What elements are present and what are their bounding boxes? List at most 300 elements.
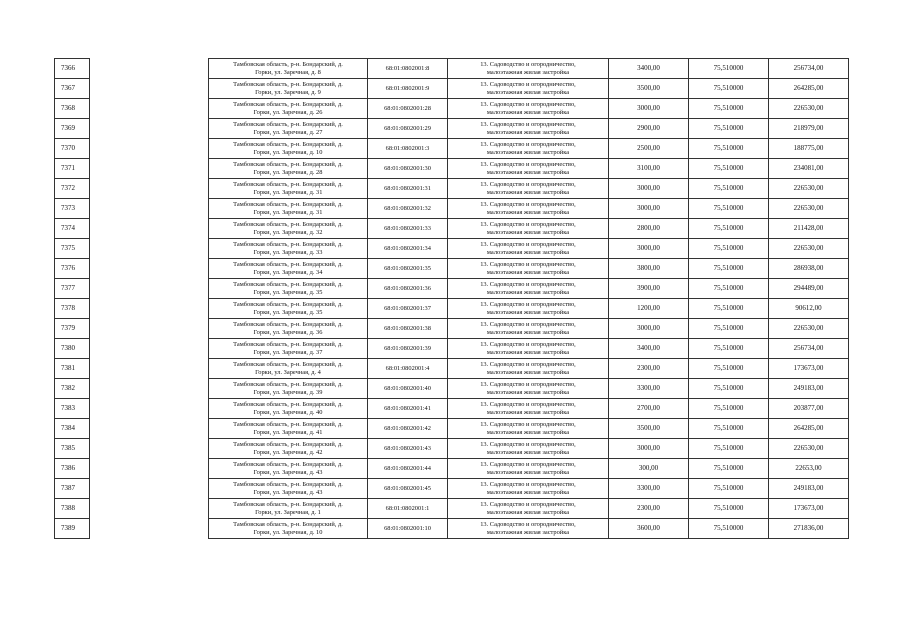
address-cell	[209, 159, 368, 179]
address-cell-text: Тамбовская область, р-н. Бондарский, д.	[233, 201, 343, 209]
address-cell-text: Тамбовская область, р-н. Бондарский, д.	[233, 421, 343, 429]
cadastral-number-cell	[368, 379, 448, 399]
area-cell	[609, 399, 689, 419]
blank-cell	[90, 459, 209, 479]
address-cell	[209, 299, 368, 319]
cadastral-value-cell-text: 203877,00	[793, 403, 824, 412]
address-cell-text: Тамбовская область, р-н. Бондарский, д.	[233, 281, 343, 289]
rate-cell-text: 75,510000	[713, 243, 744, 252]
address-cell	[209, 99, 368, 119]
cadastral-value-cell	[769, 59, 849, 79]
land-use-cell-text: 13. Садоводство и огородничество,	[480, 261, 576, 269]
address-cell-text: Тамбовская область, р-н. Бондарский, д.	[233, 341, 343, 349]
address-cell-text: Тамбовская область, р-н. Бондарский, д.	[233, 161, 343, 169]
blank-cell	[90, 79, 209, 99]
land-use-cell-text: 13. Садоводство и огородничество,	[480, 241, 576, 249]
cadastral-value-cell-text: 234081,00	[793, 163, 824, 172]
cadastral-number-cell	[368, 519, 448, 539]
address-cell-text: Тамбовская область, р-н. Бондарский, д.	[233, 401, 343, 409]
rate-cell-text: 75,510000	[713, 163, 744, 172]
table-row	[55, 259, 849, 279]
area-cell-text: 2500,00	[637, 143, 660, 152]
land-use-cell	[448, 419, 609, 439]
table-row	[55, 459, 849, 479]
rate-cell-text: 75,510000	[713, 223, 744, 232]
row-number-cell	[55, 59, 90, 79]
rate-cell	[689, 299, 769, 319]
blank-cell	[90, 59, 209, 79]
address-cell-text: Тамбовская область, р-н. Бондарский, д.	[233, 61, 343, 69]
address-cell-text: Горки, ул. Заречная, д. 8	[255, 68, 321, 76]
land-use-cell	[448, 439, 609, 459]
land-use-cell-text: малоэтажная жилая застройка	[486, 268, 570, 276]
land-use-cell-text: малоэтажная жилая застройка	[486, 88, 570, 96]
area-cell-text: 2300,00	[637, 503, 660, 512]
address-cell-text: Горки, ул. Заречная, д. 10	[253, 528, 323, 536]
table-row	[55, 439, 849, 459]
cadastral-number-cell	[368, 239, 448, 259]
cadastral-number-cell	[368, 439, 448, 459]
address-cell	[209, 59, 368, 79]
area-cell-text: 3100,00	[637, 163, 660, 172]
blank-cell	[90, 499, 209, 519]
rate-cell-text: 75,510000	[713, 183, 744, 192]
cadastral-value-cell	[769, 339, 849, 359]
row-number-cell	[55, 259, 90, 279]
land-use-cell	[448, 299, 609, 319]
table-row	[55, 219, 849, 239]
row-number-cell-text: 7385	[61, 443, 75, 452]
address-cell-text: Тамбовская область, р-н. Бондарский, д.	[233, 361, 343, 369]
land-use-cell	[448, 239, 609, 259]
cadastral-number-cell-text: 68:01:0802001:1	[385, 504, 430, 512]
row-number-cell-text: 7383	[61, 403, 75, 412]
cadastral-value-cell	[769, 379, 849, 399]
land-use-cell	[448, 319, 609, 339]
land-use-cell-text: 13. Садоводство и огородничество,	[480, 521, 576, 529]
area-cell	[609, 519, 689, 539]
land-use-cell	[448, 259, 609, 279]
address-cell-text: Горки, ул. Заречная, д. 4	[255, 368, 321, 376]
area-cell	[609, 339, 689, 359]
land-use-cell	[448, 159, 609, 179]
address-cell-text: Тамбовская область, р-н. Бондарский, д.	[233, 141, 343, 149]
address-cell-text: Горки, ул. Заречная, д. 37	[253, 348, 323, 356]
area-cell-text: 3000,00	[637, 243, 660, 252]
area-cell-text: 3400,00	[637, 63, 660, 72]
cadastral-value-cell-text: 226530,00	[793, 243, 824, 252]
blank-cell	[90, 159, 209, 179]
land-use-cell-text: 13. Садоводство и огородничество,	[480, 461, 576, 469]
area-cell	[609, 479, 689, 499]
cadastral-number-cell	[368, 279, 448, 299]
address-cell	[209, 419, 368, 439]
rate-cell-text: 75,510000	[713, 383, 744, 392]
row-number-cell-text: 7369	[61, 123, 75, 132]
address-cell-text: Горки, ул. Заречная, д. 33	[253, 248, 323, 256]
rate-cell	[689, 199, 769, 219]
cadastral-number-cell	[368, 459, 448, 479]
land-use-cell-text: 13. Садоводство и огородничество,	[480, 301, 576, 309]
address-cell	[209, 479, 368, 499]
land-use-cell-text: малоэтажная жилая застройка	[486, 108, 570, 116]
cadastral-value-cell	[769, 139, 849, 159]
cadastral-value-cell	[769, 259, 849, 279]
address-cell-text: Горки, ул. Заречная, д. 34	[253, 268, 323, 276]
address-cell-text: Тамбовская область, р-н. Бондарский, д.	[233, 101, 343, 109]
cadastral-value-cell-text: 173673,00	[793, 503, 824, 512]
land-use-cell	[448, 399, 609, 419]
address-cell-text: Горки, ул. Заречная, д. 28	[253, 168, 323, 176]
row-number-cell	[55, 179, 90, 199]
area-cell-text: 3300,00	[637, 483, 660, 492]
cadastral-number-cell-text: 68:01:0802001:8	[385, 64, 430, 72]
address-cell	[209, 359, 368, 379]
land-use-cell	[448, 379, 609, 399]
table-row	[55, 359, 849, 379]
area-cell	[609, 499, 689, 519]
land-use-cell	[448, 519, 609, 539]
cadastral-value-cell-text: 264285,00	[793, 83, 824, 92]
rate-cell-text: 75,510000	[713, 283, 744, 292]
cadastral-number-cell	[368, 159, 448, 179]
land-use-cell	[448, 99, 609, 119]
row-number-cell-text: 7375	[61, 243, 75, 252]
address-cell	[209, 119, 368, 139]
area-cell-text: 3000,00	[637, 203, 660, 212]
rate-cell-text: 75,510000	[713, 83, 744, 92]
cadastral-number-cell-text: 68:01:0802001:32	[384, 204, 431, 212]
table-row	[55, 199, 849, 219]
address-cell-text: Горки, ул. Заречная, д. 26	[253, 108, 323, 116]
address-cell	[209, 199, 368, 219]
land-use-cell-text: малоэтажная жилая застройка	[486, 128, 570, 136]
land-use-cell-text: 13. Садоводство и огородничество,	[480, 181, 576, 189]
cadastral-number-cell-text: 68:01:0802001:41	[384, 404, 431, 412]
row-number-cell-text: 7368	[61, 103, 75, 112]
address-cell-text: Тамбовская область, р-н. Бондарский, д.	[233, 501, 343, 509]
rate-cell	[689, 399, 769, 419]
area-cell	[609, 279, 689, 299]
row-number-cell-text: 7379	[61, 323, 75, 332]
cadastral-value-cell	[769, 439, 849, 459]
land-use-cell-text: малоэтажная жилая застройка	[486, 68, 570, 76]
land-use-cell-text: малоэтажная жилая застройка	[486, 428, 570, 436]
area-cell-text: 2300,00	[637, 363, 660, 372]
address-cell-text: Тамбовская область, р-н. Бондарский, д.	[233, 301, 343, 309]
land-use-cell	[448, 119, 609, 139]
cadastral-number-cell-text: 68:01:0802001:43	[384, 444, 431, 452]
row-number-cell	[55, 439, 90, 459]
cadastral-value-cell	[769, 79, 849, 99]
address-cell-text: Горки, ул. Заречная, д. 42	[253, 448, 323, 456]
row-number-cell	[55, 279, 90, 299]
area-cell	[609, 79, 689, 99]
cadastral-value-cell-text: 22653,00	[795, 463, 822, 472]
table-row	[55, 499, 849, 519]
row-number-cell-text: 7381	[61, 363, 75, 372]
row-number-cell-text: 7386	[61, 463, 75, 472]
blank-cell	[90, 419, 209, 439]
row-number-cell-text: 7389	[61, 523, 75, 532]
rate-cell	[689, 159, 769, 179]
land-use-cell	[448, 59, 609, 79]
land-use-cell-text: малоэтажная жилая застройка	[486, 288, 570, 296]
cadastral-value-cell	[769, 119, 849, 139]
address-cell	[209, 79, 368, 99]
row-number-cell	[55, 119, 90, 139]
land-use-cell-text: малоэтажная жилая застройка	[486, 508, 570, 516]
cadastral-number-cell	[368, 479, 448, 499]
row-number-cell	[55, 319, 90, 339]
cadastral-value-cell-text: 226530,00	[793, 103, 824, 112]
land-use-cell	[448, 279, 609, 299]
area-cell-text: 3000,00	[637, 443, 660, 452]
cadastral-value-cell-text: 211428,00	[793, 223, 824, 232]
land-use-cell-text: 13. Садоводство и огородничество,	[480, 141, 576, 149]
rate-cell-text: 75,510000	[713, 503, 744, 512]
blank-cell	[90, 379, 209, 399]
cadastral-value-cell-text: 173673,00	[793, 363, 824, 372]
area-cell-text: 3900,00	[637, 283, 660, 292]
land-use-cell-text: малоэтажная жилая застройка	[486, 208, 570, 216]
row-number-cell	[55, 159, 90, 179]
cadastral-number-cell-text: 68:01:0802001:44	[384, 464, 431, 472]
cadastral-value-cell	[769, 219, 849, 239]
cadastral-value-cell	[769, 279, 849, 299]
area-cell-text: 3000,00	[637, 103, 660, 112]
table-row	[55, 419, 849, 439]
address-cell	[209, 259, 368, 279]
cadastral-value-cell	[769, 419, 849, 439]
cadastral-number-cell-text: 68:01:0802001:4	[385, 364, 430, 372]
area-cell	[609, 99, 689, 119]
land-use-cell-text: малоэтажная жилая застройка	[486, 528, 570, 536]
blank-cell	[90, 179, 209, 199]
land-use-cell-text: 13. Садоводство и огородничество,	[480, 201, 576, 209]
land-use-cell-text: малоэтажная жилая застройка	[486, 388, 570, 396]
blank-cell	[90, 339, 209, 359]
land-use-cell	[448, 179, 609, 199]
address-cell-text: Горки, ул. Заречная, д. 41	[253, 428, 323, 436]
blank-cell	[90, 439, 209, 459]
address-cell-text: Горки, ул. Заречная, д. 43	[253, 468, 323, 476]
address-cell-text: Горки, ул. Заречная, д. 39	[253, 388, 323, 396]
table-row	[55, 399, 849, 419]
address-cell-text: Тамбовская область, р-н. Бондарский, д.	[233, 121, 343, 129]
land-use-cell-text: 13. Садоводство и огородничество,	[480, 501, 576, 509]
table-row	[55, 279, 849, 299]
row-number-cell	[55, 339, 90, 359]
address-cell-text: Горки, ул. Заречная, д. 32	[253, 228, 323, 236]
address-cell	[209, 379, 368, 399]
area-cell-text: 300,00	[638, 463, 659, 472]
land-use-cell-text: 13. Садоводство и огородничество,	[480, 481, 576, 489]
cadastral-number-cell-text: 68:01:0802001:38	[384, 324, 431, 332]
rate-cell	[689, 479, 769, 499]
blank-cell	[90, 479, 209, 499]
blank-cell	[90, 359, 209, 379]
cadastral-value-cell	[769, 499, 849, 519]
address-cell-text: Горки, ул. Заречная, д. 1	[255, 508, 321, 516]
row-number-cell-text: 7373	[61, 203, 75, 212]
cadastral-value-table	[54, 58, 849, 539]
cadastral-value-cell-text: 218979,00	[793, 123, 824, 132]
area-cell	[609, 179, 689, 199]
area-cell	[609, 139, 689, 159]
cadastral-value-cell-text: 90612,00	[795, 303, 822, 312]
area-cell	[609, 259, 689, 279]
cadastral-number-cell	[368, 99, 448, 119]
area-cell	[609, 119, 689, 139]
row-number-cell	[55, 399, 90, 419]
rate-cell	[689, 459, 769, 479]
land-use-cell	[448, 139, 609, 159]
area-cell-text: 3400,00	[637, 343, 660, 352]
land-use-cell-text: малоэтажная жилая застройка	[486, 308, 570, 316]
area-cell-text: 3600,00	[637, 523, 660, 532]
table-row	[55, 379, 849, 399]
land-use-cell-text: 13. Садоводство и огородничество,	[480, 381, 576, 389]
cadastral-number-cell-text: 68:01:0802001:34	[384, 244, 431, 252]
address-cell	[209, 339, 368, 359]
land-use-cell-text: 13. Садоводство и огородничество,	[480, 121, 576, 129]
cadastral-number-cell	[368, 399, 448, 419]
area-cell-text: 3500,00	[637, 423, 660, 432]
area-cell	[609, 159, 689, 179]
rate-cell-text: 75,510000	[713, 483, 744, 492]
address-cell-text: Горки, ул. Заречная, д. 35	[253, 288, 323, 296]
land-use-cell-text: малоэтажная жилая застройка	[486, 228, 570, 236]
cadastral-value-cell-text: 256734,00	[793, 63, 824, 72]
rate-cell	[689, 519, 769, 539]
area-cell	[609, 419, 689, 439]
area-cell-text: 3000,00	[637, 323, 660, 332]
cadastral-number-cell	[368, 259, 448, 279]
area-cell-text: 3800,00	[637, 263, 660, 272]
land-use-cell-text: 13. Садоводство и огородничество,	[480, 321, 576, 329]
cadastral-value-cell	[769, 519, 849, 539]
cadastral-number-cell	[368, 359, 448, 379]
blank-cell	[90, 99, 209, 119]
cadastral-value-cell-text: 249183,00	[793, 383, 824, 392]
land-use-cell	[448, 199, 609, 219]
area-cell-text: 2900,00	[637, 123, 660, 132]
rate-cell-text: 75,510000	[713, 123, 744, 132]
address-cell	[209, 179, 368, 199]
rate-cell-text: 75,510000	[713, 103, 744, 112]
address-cell-text: Тамбовская область, р-н. Бондарский, д.	[233, 481, 343, 489]
cadastral-value-cell	[769, 459, 849, 479]
rate-cell-text: 75,510000	[713, 403, 744, 412]
row-number-cell	[55, 519, 90, 539]
row-number-cell	[55, 139, 90, 159]
rate-cell	[689, 419, 769, 439]
cadastral-number-cell-text: 68:01:0802001:29	[384, 124, 431, 132]
rate-cell-text: 75,510000	[713, 63, 744, 72]
row-number-cell-text: 7384	[61, 423, 75, 432]
cadastral-value-cell	[769, 359, 849, 379]
row-number-cell	[55, 299, 90, 319]
table-row	[55, 139, 849, 159]
rate-cell-text: 75,510000	[713, 323, 744, 332]
cadastral-number-cell-text: 68:01:0802001:39	[384, 344, 431, 352]
cadastral-value-cell-text: 271836,00	[793, 523, 824, 532]
row-number-cell-text: 7380	[61, 343, 75, 352]
area-cell-text: 1200,00	[637, 303, 660, 312]
row-number-cell	[55, 379, 90, 399]
cadastral-number-cell-text: 68:01:0802001:35	[384, 264, 431, 272]
blank-cell	[90, 199, 209, 219]
cadastral-number-cell-text: 68:01:0802001:42	[384, 424, 431, 432]
cadastral-value-cell-text: 226530,00	[793, 183, 824, 192]
row-number-cell	[55, 479, 90, 499]
cadastral-value-cell-text: 188775,00	[793, 143, 824, 152]
address-cell-text: Горки, ул. Заречная, д. 27	[253, 128, 323, 136]
blank-cell	[90, 299, 209, 319]
rate-cell	[689, 339, 769, 359]
table-row	[55, 119, 849, 139]
address-cell	[209, 239, 368, 259]
land-use-cell	[448, 459, 609, 479]
cadastral-number-cell	[368, 179, 448, 199]
cadastral-number-cell	[368, 499, 448, 519]
cadastral-number-cell-text: 68:01:0802001:40	[384, 384, 431, 392]
land-use-cell-text: малоэтажная жилая застройка	[486, 348, 570, 356]
table-body	[55, 59, 849, 539]
table-row	[55, 339, 849, 359]
row-number-cell	[55, 239, 90, 259]
table-row	[55, 159, 849, 179]
land-use-cell-text: 13. Садоводство и огородничество,	[480, 101, 576, 109]
rate-cell-text: 75,510000	[713, 343, 744, 352]
row-number-cell	[55, 219, 90, 239]
row-number-cell-text: 7366	[61, 63, 75, 72]
address-cell	[209, 519, 368, 539]
address-cell-text: Тамбовская область, р-н. Бондарский, д.	[233, 181, 343, 189]
row-number-cell-text: 7387	[61, 483, 75, 492]
row-number-cell	[55, 459, 90, 479]
address-cell-text: Тамбовская область, р-н. Бондарский, д.	[233, 261, 343, 269]
land-use-cell-text: 13. Садоводство и огородничество,	[480, 341, 576, 349]
cadastral-number-cell-text: 68:01:0802001:36	[384, 284, 431, 292]
land-use-cell-text: малоэтажная жилая застройка	[486, 468, 570, 476]
cadastral-number-cell	[368, 79, 448, 99]
address-cell-text: Тамбовская область, р-н. Бондарский, д.	[233, 81, 343, 89]
area-cell-text: 2700,00	[637, 403, 660, 412]
area-cell	[609, 359, 689, 379]
cadastral-value-cell-text: 226530,00	[793, 443, 824, 452]
cadastral-value-cell-text: 249183,00	[793, 483, 824, 492]
cadastral-value-cell-text: 226530,00	[793, 203, 824, 212]
rate-cell-text: 75,510000	[713, 423, 744, 432]
land-use-cell	[448, 219, 609, 239]
land-use-cell-text: 13. Садоводство и огородничество,	[480, 221, 576, 229]
land-use-cell-text: 13. Садоводство и огородничество,	[480, 281, 576, 289]
cadastral-number-cell	[368, 59, 448, 79]
blank-cell	[90, 139, 209, 159]
address-cell-text: Горки, ул. Заречная, д. 9	[255, 88, 321, 96]
cadastral-value-cell	[769, 159, 849, 179]
cadastral-number-cell	[368, 339, 448, 359]
rate-cell-text: 75,510000	[713, 443, 744, 452]
cadastral-number-cell	[368, 219, 448, 239]
row-number-cell-text: 7372	[61, 183, 75, 192]
rate-cell	[689, 99, 769, 119]
row-number-cell-text: 7377	[61, 283, 75, 292]
rate-cell	[689, 79, 769, 99]
land-use-cell	[448, 79, 609, 99]
